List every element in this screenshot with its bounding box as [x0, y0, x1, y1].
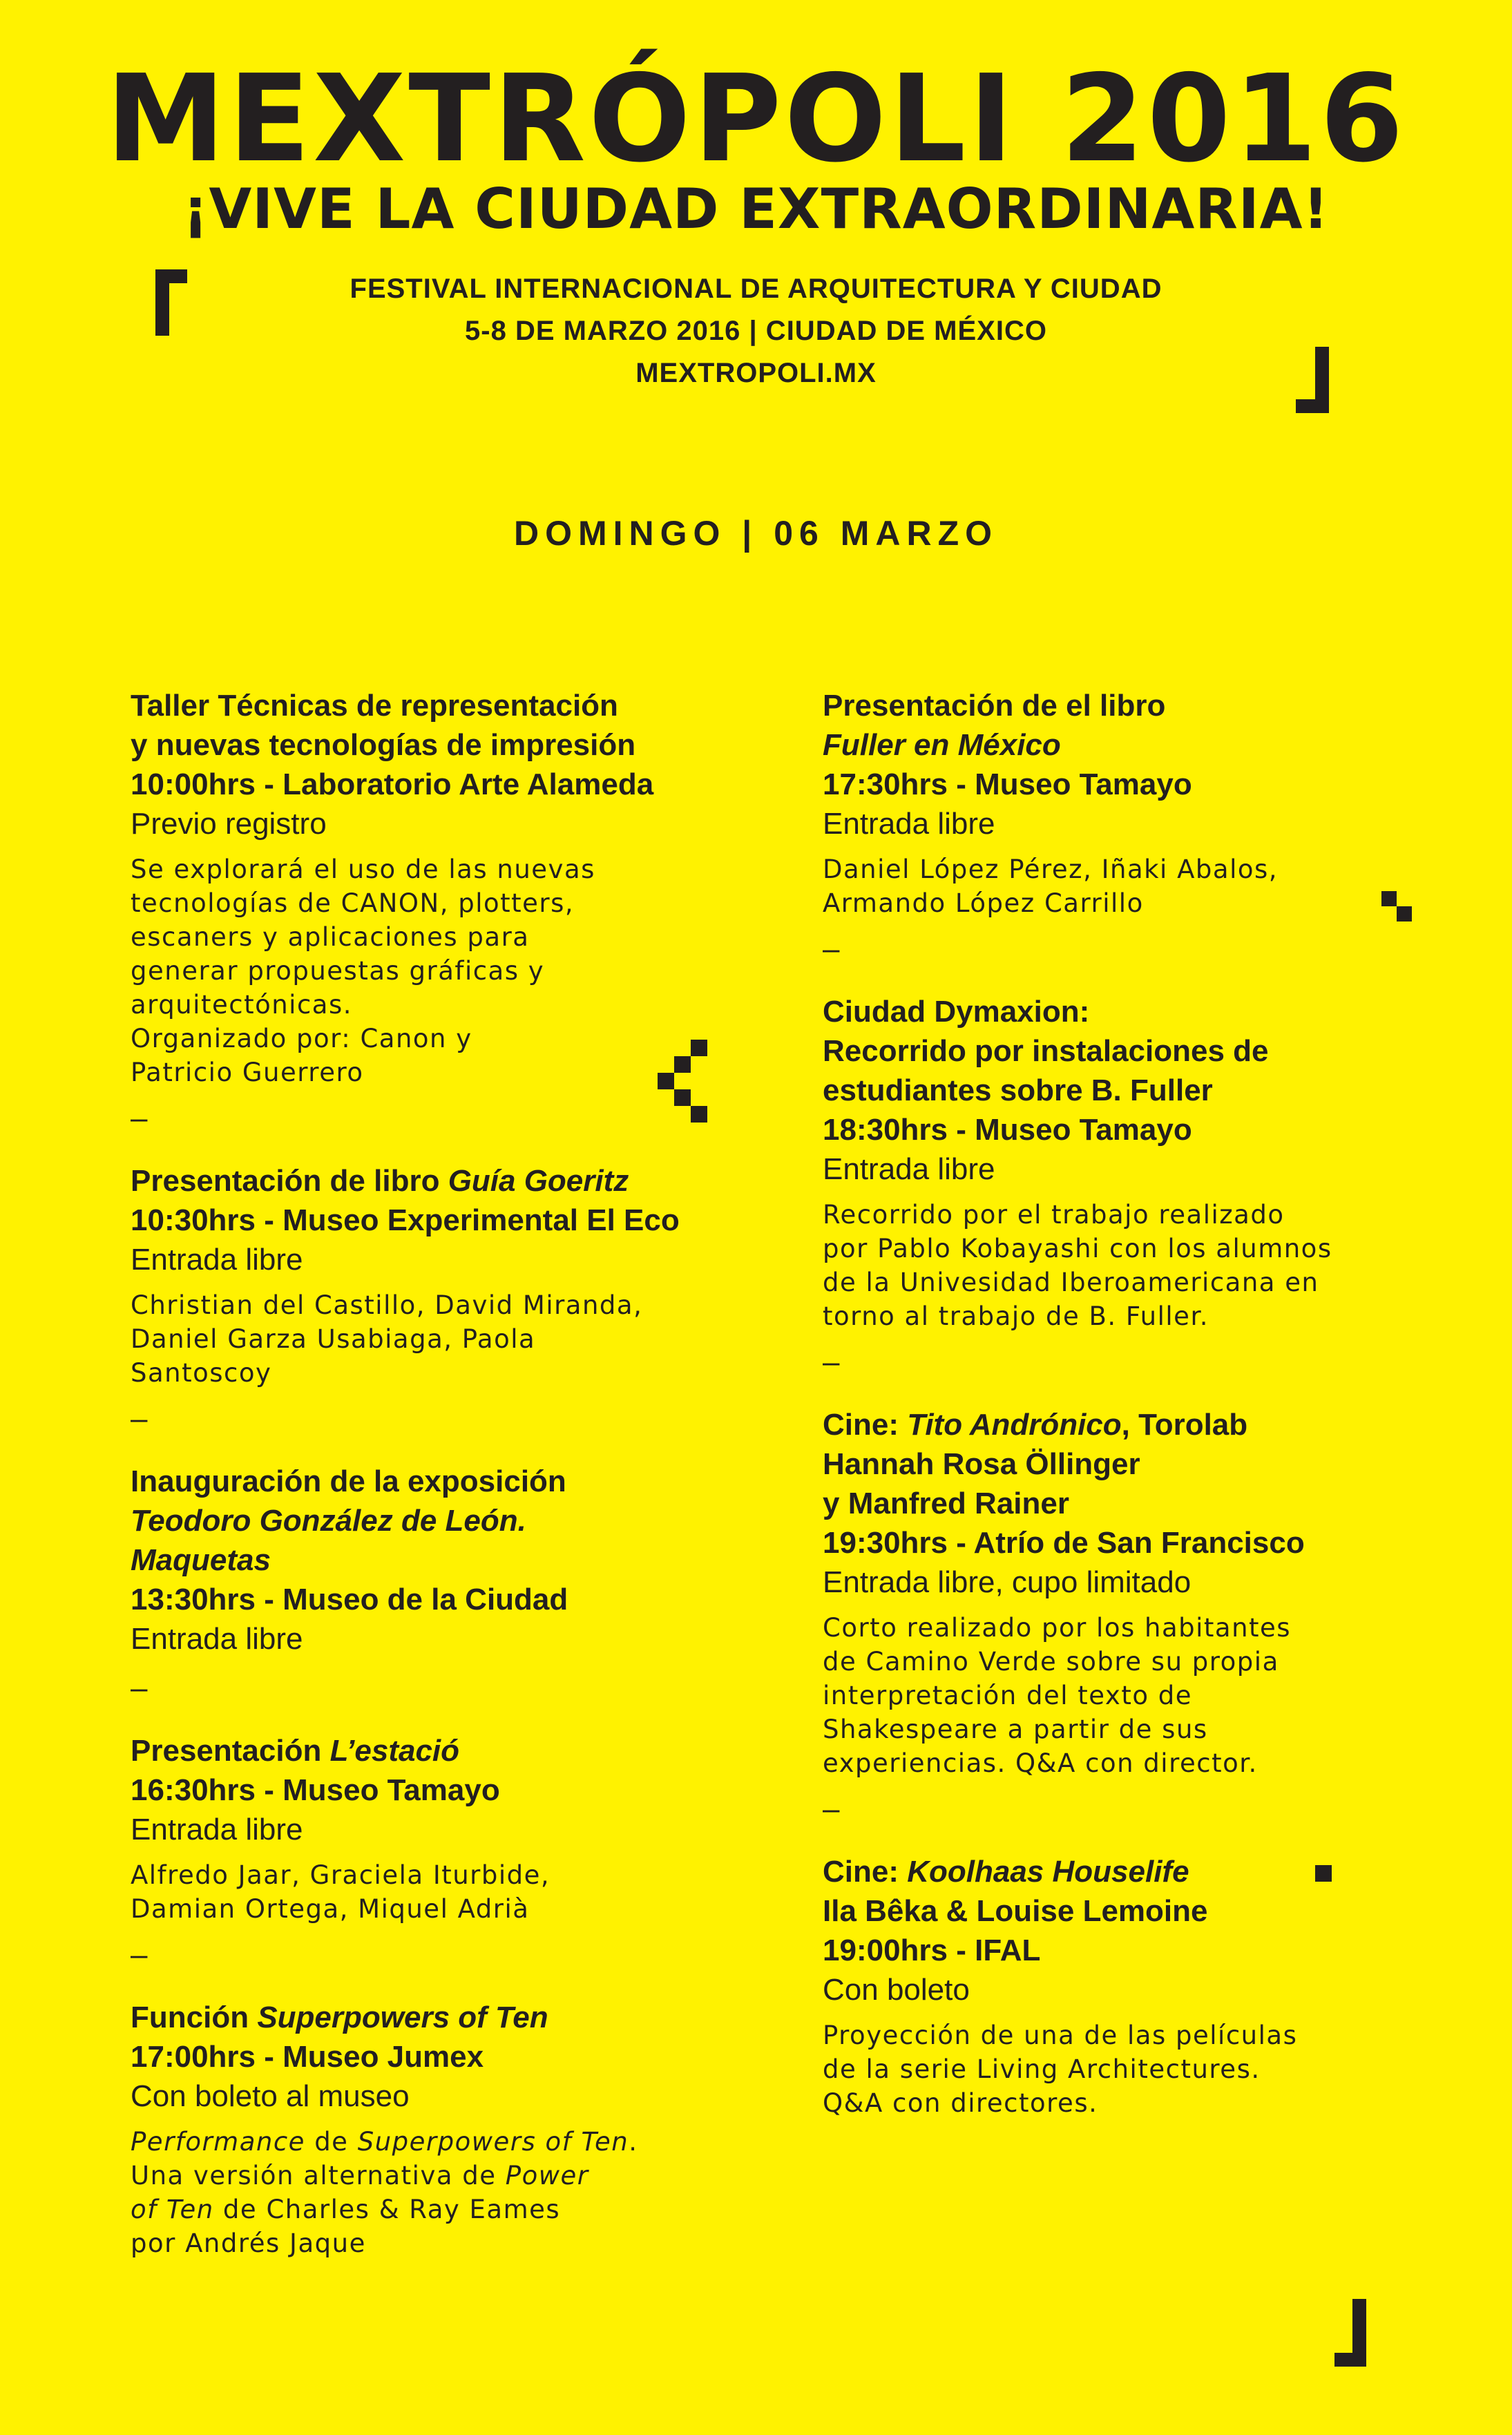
festival-dates: 5-8 DE MARZO 2016 | CIUDAD DE MÉXICO: [465, 316, 1047, 346]
pixel-block: [658, 1073, 674, 1089]
desc-italic: of Ten: [131, 2195, 214, 2224]
desc-line: Alfredo Jaar, Graciela Iturbide,: [131, 1860, 551, 1890]
event-description: [823, 1198, 1465, 1333]
title-italic: Koolhaas Houselife: [907, 1855, 1189, 1889]
event-time-venue: 17:00hrs - Museo Jumex: [131, 2040, 484, 2074]
event-title-line: y Manfred Rainer: [823, 1487, 1069, 1520]
desc-text: Una versión alternativa de: [131, 2161, 506, 2190]
event-time-venue: 19:00hrs - IFAL: [823, 1933, 1041, 1967]
event-access: Previo registro: [131, 807, 327, 841]
title-italic: Superpowers of Ten: [257, 2000, 548, 2034]
event-time-venue: 19:30hrs - Atrío de San Francisco: [823, 1526, 1305, 1560]
desc-line: Daniel Garza Usabiaga, Paola: [131, 1324, 536, 1354]
festival-tagline: ¡VIVE LA CIUDAD EXTRAORDINARIA!: [182, 177, 1330, 241]
schedule-left-column: [131, 686, 773, 2260]
desc-line: por Pablo Kobayashi con los alumnos: [823, 1234, 1332, 1263]
pixel-block: [674, 1089, 691, 1106]
event-description: [131, 1288, 773, 1390]
title-italic: Teodoro González de León.: [131, 1504, 526, 1538]
event-access: Entrada libre: [823, 1152, 995, 1186]
event-koolhaas-houselife: [823, 1852, 1465, 2120]
event-inauguracion: [131, 1462, 773, 1659]
separator-dash: –: [823, 1792, 840, 1826]
pixel-square-decoration: [1315, 1865, 1332, 1882]
event-tito-andronico: [823, 1405, 1465, 1780]
desc-line: experiencias. Q&A con director.: [823, 1748, 1258, 1778]
desc-line: Patricio Guerrero: [131, 1058, 364, 1087]
event-title-line: [823, 725, 1465, 765]
desc-line: Damian Ortega, Miquel Adrià: [131, 1894, 530, 1924]
event-title-line: [823, 1405, 1465, 1444]
desc-italic: Power: [505, 2161, 589, 2190]
pixel-block: [674, 1056, 691, 1073]
desc-line: tecnologías de CANON, plotters,: [131, 888, 575, 918]
title-italic: Fuller en México: [823, 728, 1061, 762]
desc-line: Armando López Carrillo: [823, 888, 1144, 918]
event-title: [823, 1852, 1465, 1970]
event-title: [131, 1731, 773, 1810]
event-title-line: Recorrido por instalaciones de: [823, 1034, 1269, 1068]
event-description: [131, 2125, 773, 2260]
festival-title: MEXTRÓPOLI 2016: [106, 49, 1406, 189]
desc-line: Q&A con directores.: [823, 2088, 1098, 2118]
title-text: Cine:: [823, 1408, 908, 1442]
desc-italic: Performance: [131, 2127, 305, 2157]
separator-dash: –: [823, 1345, 840, 1379]
corner-bracket-bottom-right-bar: [1334, 2353, 1366, 2367]
event-description: [823, 2018, 1465, 2120]
event-title-line: [131, 1731, 773, 1770]
event-title-line: Presentación de el libro: [823, 689, 1166, 723]
event-title-line: [131, 1540, 773, 1580]
event-access: Entrada libre: [131, 1622, 303, 1656]
event-title: [823, 992, 1465, 1149]
event-title-line: [131, 1501, 773, 1540]
event-access: Entrada libre: [823, 807, 995, 841]
event-title: [823, 1405, 1465, 1563]
title-text: Función: [131, 2000, 258, 2034]
desc-line: Daniel López Pérez, Iñaki Abalos,: [823, 854, 1279, 884]
day-heading: DOMINGO | 06 MARZO: [513, 514, 998, 553]
title-italic: Tito Andrónico: [907, 1408, 1122, 1442]
festival-info: [0, 268, 1512, 394]
desc-line: Recorrido por el trabajo realizado: [823, 1200, 1285, 1230]
pixel-block: [691, 1106, 707, 1123]
desc-line: [131, 2125, 773, 2159]
event-description: [131, 1858, 773, 1926]
title-text: Cine:: [823, 1855, 908, 1889]
separator-dash: –: [131, 1938, 148, 1971]
event-access: Con boleto: [823, 1973, 970, 2007]
separator-dash: –: [131, 1101, 148, 1135]
event-access: Entrada libre, cupo limitado: [823, 1565, 1192, 1599]
separator-dash: –: [131, 1671, 148, 1705]
pixel-block: [691, 1040, 707, 1056]
desc-line: Shakespeare a partir de sus: [823, 1715, 1208, 1744]
desc-text: de Charles & Ray Eames: [213, 2195, 561, 2224]
event-time-venue: 18:30hrs - Museo Tamayo: [823, 1113, 1192, 1147]
event-title-line: [131, 1998, 773, 2037]
event-superpowers: [131, 1998, 773, 2260]
event-title-line: [131, 1161, 773, 1201]
event-fuller-en-mexico: [823, 686, 1465, 920]
desc-line: arquitectónicas.: [131, 990, 352, 1020]
title-text: Presentación de libro: [131, 1164, 448, 1198]
event-time-venue: 10:00hrs - Laboratorio Arte Alameda: [131, 767, 654, 801]
event-title-line: Ciudad Dymaxion:: [823, 995, 1090, 1029]
event-access: Entrada libre: [131, 1243, 303, 1277]
desc-line: Se explorará el uso de las nuevas: [131, 854, 595, 884]
title-italic: L’estació: [329, 1734, 460, 1768]
title-text: Presentación: [131, 1734, 330, 1768]
pixel-block: [1397, 906, 1412, 922]
event-title-line: Ila Bêka & Louise Lemoine: [823, 1894, 1208, 1928]
title-italic: Maquetas: [131, 1543, 271, 1577]
desc-line: de la Univesidad Iberoamericana en: [823, 1268, 1319, 1297]
desc-text: .: [629, 2127, 638, 2157]
event-title-line: Taller Técnicas de representación: [131, 689, 618, 723]
desc-italic: Superpowers of Ten: [357, 2127, 629, 2157]
event-title: [131, 1462, 773, 1619]
festival-description: FESTIVAL INTERNACIONAL DE ARQUITECTURA Y CIUDAD: [350, 274, 1162, 304]
event-time-venue: 16:30hrs - Museo Tamayo: [131, 1773, 500, 1807]
event-taller: [131, 686, 773, 1089]
event-time-venue: 10:30hrs - Museo Experimental El Eco: [131, 1203, 680, 1237]
corner-bracket-top-right-bar: [1296, 399, 1329, 413]
event-title-line: [823, 1852, 1465, 1891]
event-access: Entrada libre: [131, 1813, 303, 1846]
event-access: Con boleto al museo: [131, 2079, 410, 2113]
title-italic: Guía Goeritz: [448, 1164, 629, 1198]
desc-line: generar propuestas gráficas y: [131, 956, 545, 986]
event-title: [131, 1161, 773, 1240]
event-ciudad-dymaxion: [823, 992, 1465, 1333]
desc-text: de: [305, 2127, 358, 2157]
desc-line: Proyección de una de las películas: [823, 2021, 1298, 2050]
desc-line: Corto realizado por los habitantes: [823, 1613, 1292, 1643]
desc-line: de la serie Living Architectures.: [823, 2054, 1261, 2084]
desc-line: [131, 2159, 773, 2193]
event-description: [131, 852, 773, 1089]
schedule-right-column: [823, 686, 1465, 2120]
event-title-line: y nuevas tecnologías de impresión: [131, 728, 636, 762]
event-title-line: estudiantes sobre B. Fuller: [823, 1073, 1213, 1107]
event-lestacio: [131, 1731, 773, 1926]
event-title: [823, 686, 1465, 804]
event-title: [131, 686, 773, 804]
desc-line: por Andrés Jaque: [131, 2228, 366, 2258]
title-text: , Torolab: [1121, 1408, 1248, 1442]
desc-line: [131, 2193, 773, 2226]
desc-line: escaners y aplicaciones para: [131, 922, 530, 952]
event-title: [131, 1998, 773, 2076]
event-time-venue: 13:30hrs - Museo de la Ciudad: [131, 1583, 568, 1616]
event-time-venue: 17:30hrs - Museo Tamayo: [823, 767, 1192, 801]
separator-dash: –: [131, 1402, 148, 1435]
event-description: [823, 852, 1465, 920]
festival-website: MEXTROPOLI.MX: [635, 358, 877, 388]
desc-line: de Camino Verde sobre su propia: [823, 1647, 1279, 1677]
desc-line: interpretación del texto de: [823, 1681, 1192, 1710]
desc-line: torno al trabajo de B. Fuller.: [823, 1301, 1209, 1331]
separator-dash: –: [823, 932, 840, 966]
event-guia-goeritz: [131, 1161, 773, 1390]
desc-line: Organizado por: Canon y: [131, 1024, 472, 1053]
event-title-line: Inauguración de la exposición: [131, 1464, 566, 1498]
event-description: [823, 1611, 1465, 1780]
pixel-block: [1381, 891, 1397, 906]
desc-line: Santoscoy: [131, 1358, 272, 1388]
event-title-line: Hannah Rosa Öllinger: [823, 1447, 1140, 1481]
desc-line: Christian del Castillo, David Miranda,: [131, 1290, 643, 1320]
